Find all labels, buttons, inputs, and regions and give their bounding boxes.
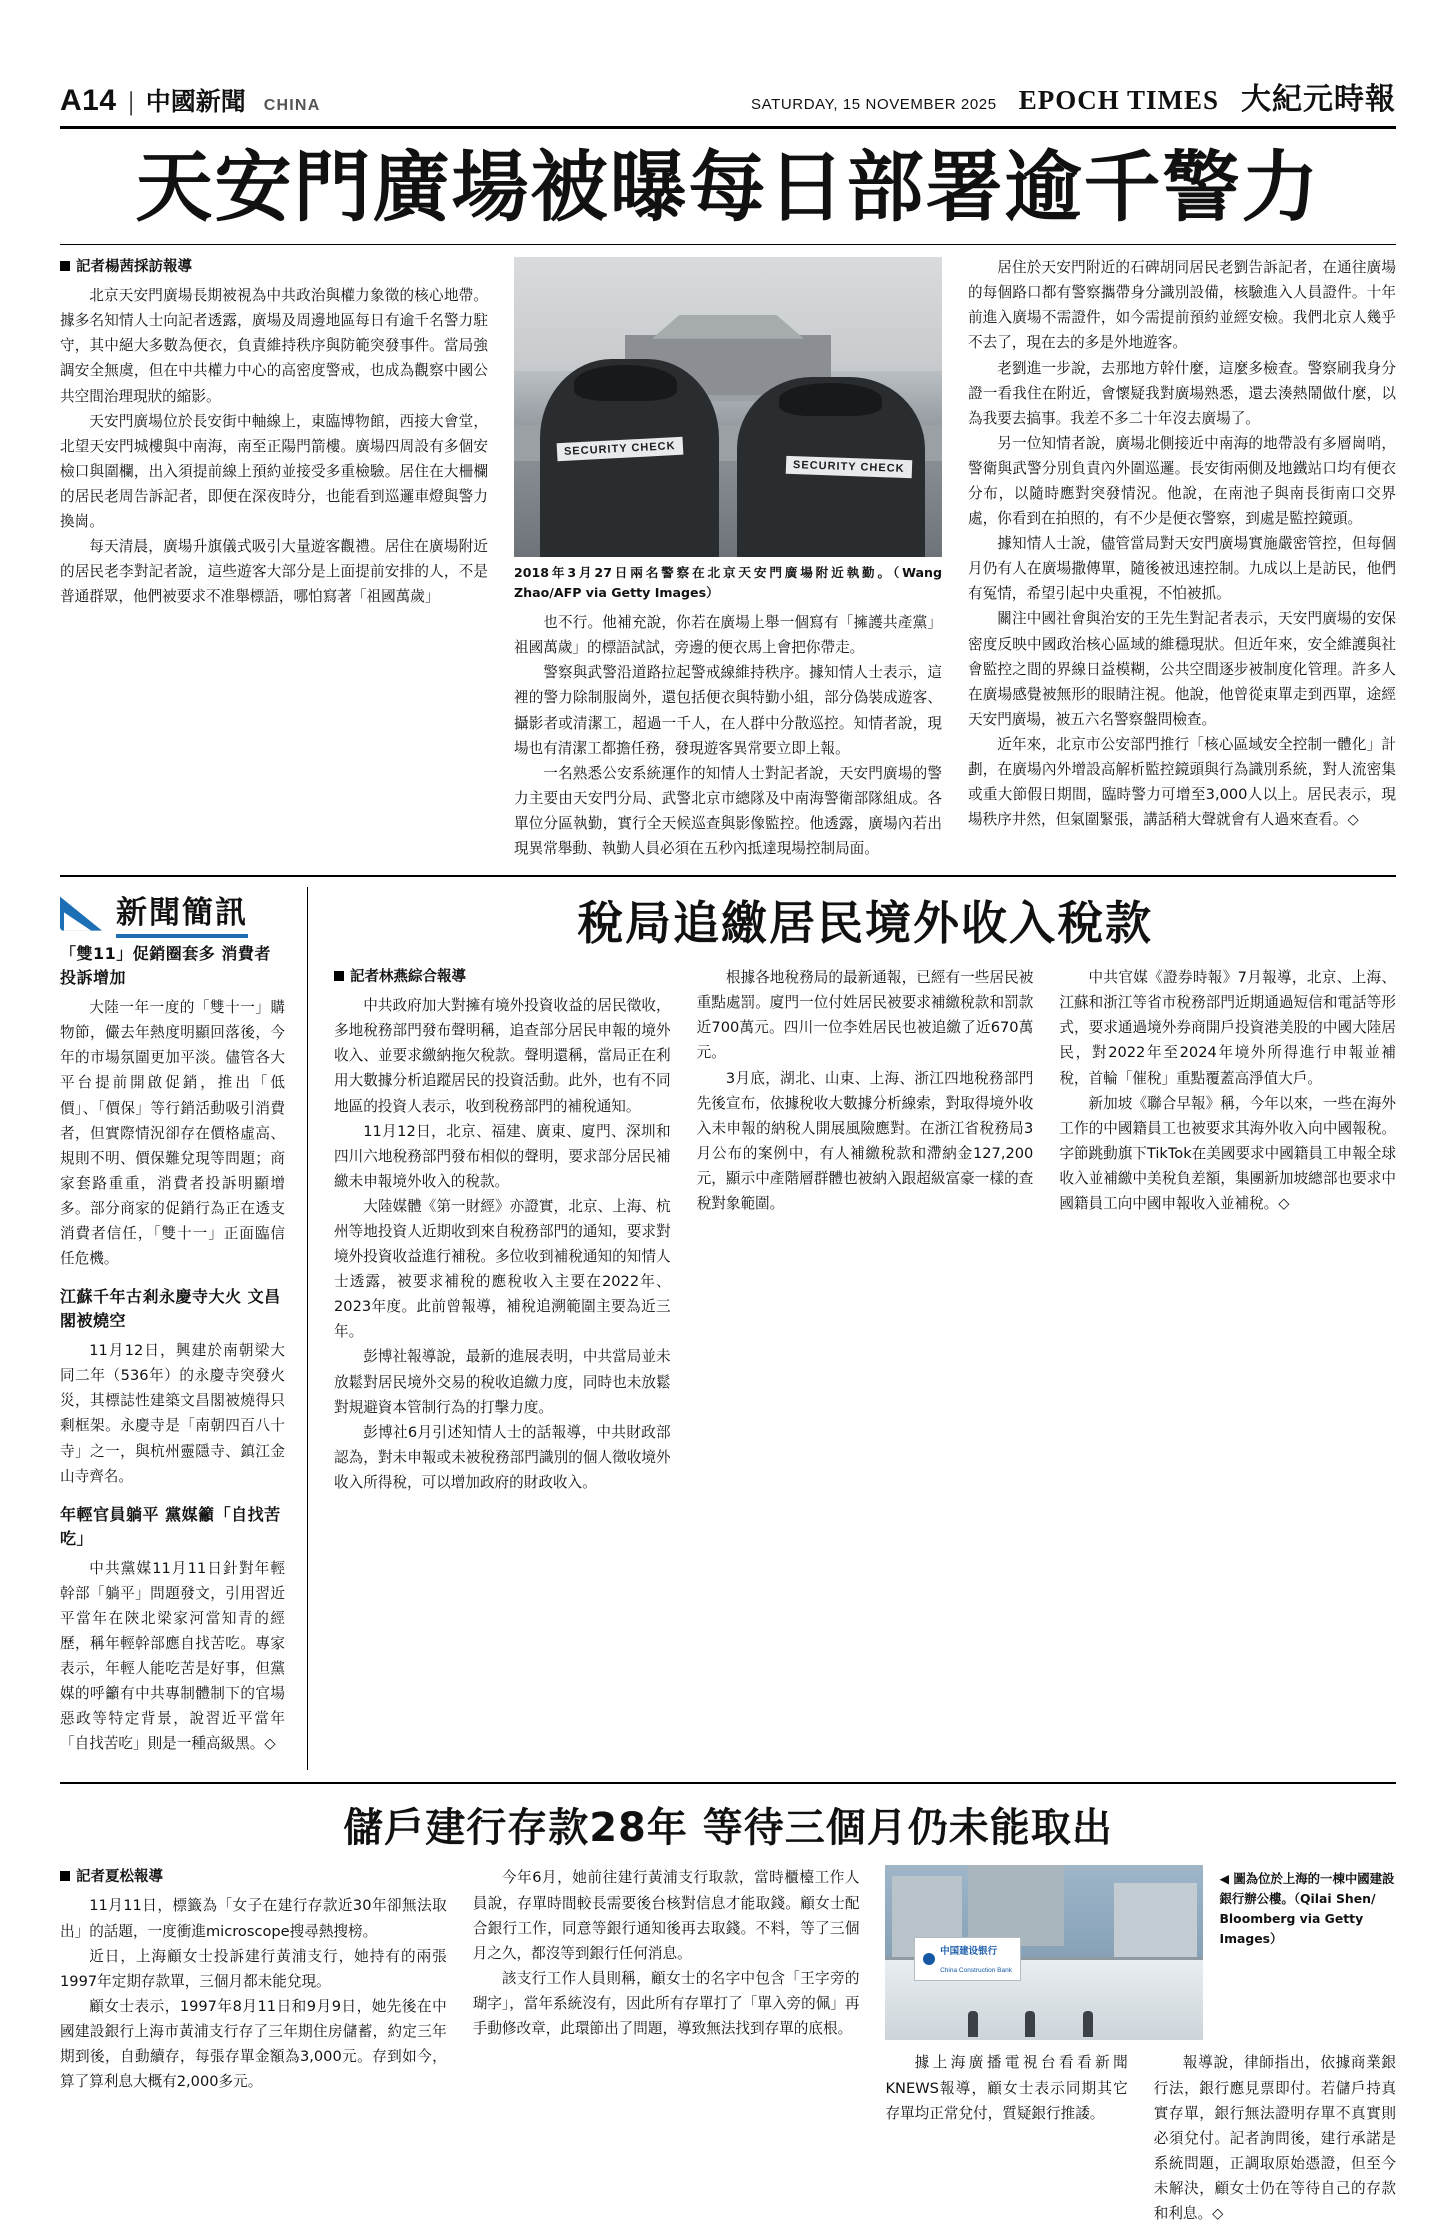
photo-officer-cap-right: [779, 383, 882, 416]
paragraph: 新加坡《聯合早報》稱，今年以來，一些在海外工作的中國籍員工也被要求其海外收入向中國報稅。字節跳動旗下TikTok在美國要求中國籍員工申報全球收入並補繳中美稅負差額，集團新加坡總部也要求中國籍員工向中國申報收入並補稅。◇: [1059, 1094, 1396, 1212]
news-briefs-title: 新聞簡訊: [116, 887, 248, 938]
bank-sign-cn: 中国建设银行: [940, 1945, 998, 1957]
article1-byline: [60, 255, 488, 276]
article1-figure: [514, 257, 942, 602]
paragraph: 報導說，律師指出，依據商業銀行法，銀行應見票即付。若儲戶持真實存單，銀行無法證明存單不真實則必須兌付。記者詢問後，建行承諾是系統問題，正調取原始憑證，但至今未解決，顧女士仍在等待自己的存款和利息。◇: [1153, 2054, 1396, 2223]
article2-column-3: [1059, 965, 1396, 1495]
paragraph: 11月12日，興建於南朝梁大同二年（536年）的永慶寺突發火災，其標誌性建築文昌閣被燒得只剩框架。永慶寺是「南朝四百八十寺」之一，與杭州靈隱寺、鎮江金山寺齊名。: [60, 1342, 285, 1485]
article3-byline: [60, 1865, 447, 1886]
article2-byline: [334, 965, 671, 986]
masthead-separator: |: [128, 87, 134, 116]
article3-column-3: [885, 1865, 1396, 2226]
article1: [60, 255, 1396, 861]
paragraph: 居住於天安門附近的石碑胡同居民老劉告訴記者，在通往廣場的每個路口都有警察攜帶身分識別設備，核驗進入人員證件。十年前進入廣場不需證件，如今需提前預約並經安檢。我們北京人幾乎不去了，現在去的多是外地遊客。: [968, 259, 1396, 352]
paragraph: 彭博社6月引述知情人士的話報導，中共財政部認為，對未申報或未被稅務部門識別的個人徵收境外收入所得稅，可以增加政府的財政收入。: [334, 1423, 671, 1491]
paragraph: 今年6月，她前往建行黃浦支行取款，當時櫃檯工作人員說，存單時間較長需要後台核對信息才能取錢。顧女士配合銀行工作，同意等銀行通知後再去取錢。不料，等了三個月之久，都沒等到銀行任何消息。: [472, 1869, 860, 1962]
photo-tiananmen-police: [514, 257, 942, 557]
paragraph: 顧女士表示，1997年8月11日和9月9日，她先後在中國建設銀行上海市黃浦支行存了三年期住房儲蓄，約定三年期到後，自動續存，每張存單金額為3,000元。存到如今，算了算利息大概有2,000多元。: [60, 1997, 447, 2091]
publication-date: SATURDAY, 15 NOVEMBER 2025: [751, 96, 997, 113]
paragraph: 該支行工作人員則稱，顧女士的名字中包含「王字旁的瑚字」，當年系統沒有，因此所有存單打了「單入旁的佩」再手動修改章，此環節出了問題，導致無法找到存單的底根。: [472, 1969, 860, 2038]
brief-title: 「雙11」促銷圈套多 消費者投訴增加: [60, 944, 271, 988]
paragraph: 天安門廣場位於長安街中軸線上，東臨博物館，西接大會堂，北望天安門城樓與中南海，南至正陽門箭樓。廣場四周設有多個安檢口與圍欄，出入須提前線上預約並接受多重檢驗。居住在大柵欄的居民老周告訴記者，即便在深夜時分，也能看到巡邏車燈與警力換崗。: [60, 412, 488, 530]
masthead-right: [751, 74, 1396, 118]
bullet-square-icon: [334, 971, 344, 981]
byline-text: 記者林燕綜合報導: [350, 969, 466, 986]
brand-name-cn: 大紀元時報: [1241, 82, 1396, 117]
article1-column-1: [60, 255, 488, 861]
paragraph: 也不行。他補充說，你若在廣場上舉一個寫有「擁護共產黨」祖國萬歲」的標語試試，旁邊的便衣馬上會把你帶走。: [514, 614, 942, 657]
brief-item: [60, 1503, 285, 1757]
photo-officer-cap-left: [574, 365, 677, 401]
article1-column-3: [968, 255, 1396, 861]
article1-column-2: [514, 255, 942, 861]
brief-item: [60, 1285, 285, 1489]
byline-text: 記者夏松報導: [76, 1869, 163, 1886]
section-title-cn: 中國新聞: [145, 87, 246, 116]
article3: [60, 1782, 1396, 2226]
masthead: [60, 74, 1396, 129]
paragraph: 11月11日，標籤為「女子在建行存款近30年卻無法取出」的話題，一度衝進microscope搜尋熱搜榜。: [60, 1897, 447, 1940]
article3-photo-caption: ◀ 圖為位於上海的一棟中國建設銀行辦公樓。（Qilai Shen/ Bloomberg via Getty Images）: [1219, 1871, 1395, 1946]
paragraph: 近年來，北京市公安部門推行「核心區域安全控制一體化」計劃，在廣場內外增設高解析監控鏡頭與行為識別系統，對人流密集或重大節假日期間，臨時警力可增至3,000人以上。居民表示，現場秩序井然，但氣圍緊張，講話稍大聲就會有人過來查看。◇: [968, 735, 1396, 829]
article3-headline: 儲戶建行存款28年 等待三個月仍未能取出: [343, 1805, 1113, 1852]
photo-pedestrian: [968, 2011, 978, 2037]
security-check-badge-left: SECURITY CHECK: [556, 437, 682, 462]
security-check-badge-right: SECURITY CHECK: [786, 456, 912, 478]
article3-column-2: [473, 1865, 860, 2226]
paragraph: 3月底，湖北、山東、上海、浙江四地稅務部門先後宣布，依據稅收大數據分析線索，對取得境外收入未申報的納稅人開展風險應對。在浙江省稅務局3月公布的案例中，有人補繳稅款和滯納金127,200元，顯示中產階層群體也被納入跟超級富豪一樣的查稅對象範圍。: [696, 1069, 1034, 1212]
paragraph: 近日，上海顧女士投訴建行黃浦支行，她持有的兩張1997年定期存款單，三個月都未能兌現。: [60, 1947, 447, 1990]
brief-item: [60, 942, 285, 1271]
news-briefs-header: [60, 887, 285, 942]
paragraph: 大陸一年一度的「雙十一」購物節，儼去年熱度明顯回落後，今年的市場氛圍更加平淡。儘管各大平台提前開啟促銷，推出「低價」、「價保」等行銷活動吸引消費者，但實際情況卻存在價格虛高、規則不明、價保難兌現等問題；商家套路重重，消費者投訴明顯增多。部分商家的促銷行為正在透支消費者信任，「雙十一」正面臨信任危機。: [60, 999, 285, 1268]
article2-headline: 稅局追繳居民境外收入稅款: [577, 896, 1153, 951]
article3-column-1: [60, 1865, 447, 2226]
ccb-logo-icon: [923, 1953, 935, 1965]
paragraph: 中共政府加大對擁有境外投資收益的居民徵收，多地稅務部門發布聲明稱，追查部分居民申報的境外收入、並要求繳納拖欠稅款。聲明還稱，當局正在利用大數據分析追蹤居民的投資活動。此外，也有不同地區的投資人表示，收到稅務部門的補稅通知。: [334, 997, 671, 1115]
byline-text: 記者楊茜採訪報導: [76, 259, 192, 276]
paragraph: 每天清晨，廣場升旗儀式吸引大量遊客觀禮。居住在廣場附近的居民老李對記者說，這些遊客大部分是上面提前安排的人，不是普通群眾，他們被要求不准舉標語，哪怕寫著「祖國萬歲」: [60, 538, 488, 606]
bank-sign-en: China Construction Bank: [940, 1966, 1012, 1974]
article2: [334, 887, 1396, 1770]
photo-ccb-office-building: [885, 1865, 1203, 2040]
article3-tail-columns: [885, 2050, 1396, 2226]
article1-headline: 天安門廣場被曝每日部署逾千警力: [135, 144, 1321, 233]
paragraph: 據上海廣播電視台看看新聞KNEWS報導，顧女士表示同期其它存單均正常兌付，質疑銀行推諉。: [885, 2054, 1128, 2122]
article3-figure-row: [885, 1865, 1396, 2040]
fan-logo-icon: [60, 893, 106, 933]
photo-building-center: [968, 1865, 1063, 1946]
page-number: A14: [60, 84, 117, 117]
paragraph: 老劉進一步說，去那地方幹什麼，這麼多檢查。警察刷我身分證一看我住在附近，會懷疑我對廣場熟悉，還去湊熱鬧做什麼，以為我要去搞事。我差不多二十年沒去廣場了。: [968, 359, 1396, 427]
paragraph: 一名熟悉公安系統運作的知情人士對記者說，天安門廣場的警力主要由天安門分局、武警北京市總隊及中南海警衛部隊組成。各單位分區執勤，實行全天候巡查與影像監控。他透露，廣場內若出現異常舉動、執勤人員必須在五秒內抵達現場控制局面。: [514, 764, 942, 858]
paragraph: 根據各地稅務局的最新通報，已經有一些居民被重點處罰。廈門一位付姓居民被要求補繳稅款和罰款近700萬元。四川一位李姓居民也被追繳了近670萬元。: [696, 969, 1034, 1062]
paragraph: 中共官媒《證券時報》7月報導，北京、上海、江蘇和浙江等省市稅務部門近期通過短信和電話等形式，要求通過境外券商開戶投資港美股的中國大陸居民，對2022年至2024年境外所得進行申報並補稅，首輪「催稅」重點覆蓋高淨值大戶。: [1059, 969, 1396, 1087]
paragraph: 大陸媒體《第一財經》亦證實，北京、上海、杭州等地投資人近期收到來自稅務部門的通知，要求對境外投資收益進行補稅。多位收到補稅通知的知情人士透露，被要求補稅的應稅收入主要在2022年、2023年度。此前曾報導，補稅追溯範圍主要為近三年。: [334, 1197, 671, 1341]
article3-photo-caption-wrapper: [1219, 1865, 1396, 2040]
brief-title: 年輕官員躺平 黨媒籲「自找苦吃」: [60, 1504, 281, 1548]
paragraph: 警察與武警沿道路拉起警戒線維持秩序。據知情人士表示，這裡的警力除制服崗外，還包括便衣與特勤小組，部分偽裝成遊客、攝影者或清潔工，超過一千人，在人群中分散巡控。知情者說，現場也有清潔工都擔任務，發現遊客異常要立即上報。: [514, 664, 942, 757]
news-briefs-column: [60, 887, 308, 1770]
paragraph: 關注中國社會與治安的王先生對記者表示，天安門廣場的安保密度反映中國政治核心區域的維穩現狀。但近年來，安全維護與社會監控之間的界線日益模糊，公共空間逐步被制度化管理。許多人在廣場感覺被無形的眼睛注視。他說，他曾從東單走到西單，途經天安門廣場，被五六名警察盤問檢查。: [968, 610, 1396, 728]
paragraph: 據知情人士說，儘管當局對天安門廣場實施嚴密管控，但每個月仍有人在廣場撒傳單，隨後被迅速控制。九成以上是訪民，他們有冤情，希望引起中央重視，不怕被抓。: [968, 535, 1396, 603]
photo-pedestrian: [1025, 2011, 1035, 2037]
paragraph: 中共黨媒11月11日針對年輕幹部「躺平」問題發文，引用習近平當年在陝北梁家河當知青的經歷，稱年輕幹部應自找苦吃。專家表示，年輕人能吃苦是好事，但黨媒的呼籲有中共專制體制下的官場惡政等特定背景，說習近平當年「自找苦吃」則是一種高級黑。◇: [60, 1559, 285, 1753]
brief-title: 江蘇千年古剎永慶寺大火 文昌閣被燒空: [60, 1287, 281, 1331]
paragraph: 彭博社報導說，最新的進展表明，中共當局並未放鬆對居民境外交易的稅收追繳力度，同時也未放鬆對規避資本管制行為的打擊力度。: [334, 1348, 671, 1416]
article2-column-2: [697, 965, 1034, 1495]
masthead-left: [60, 82, 320, 118]
section-title-en: CHINA: [263, 97, 321, 114]
band-briefs-and-article2: [60, 875, 1396, 1770]
bank-sign: [914, 1937, 1021, 1981]
divider-rule: [60, 244, 1396, 245]
paragraph: 另一位知情者說，廣場北側接近中南海的地帶設有多層崗哨，警衛與武警分別負責內外圍巡邏。長安街兩側及地鐵站口均有便衣分布，以隨時應對突發情況。他說，在南池子與南長街南口交界處，你看到在拍照的，有不少是便衣警察，到處是監控鏡頭。: [968, 434, 1396, 528]
brand-name-en: EPOCH TIMES: [1018, 85, 1219, 115]
paragraph: 北京天安門廣場長期被視為中共政治與權力象徵的核心地帶。據多名知情人士向記者透露，廣場及周邊地區每日有逾千名警力駐守，其中絕大多數為便衣，負責維持秩序與防範突發事件。當局強調安全無虞，但在中共權力中心的高密度警戒，也成為觀察中國公共空間治理現狀的縮影。: [60, 287, 488, 405]
article1-photo-caption: 2018年3月27日兩名警察在北京天安門廣場附近執勤。（Wang Zhao/AFP via Getty Images）: [514, 565, 942, 600]
article2-column-1: [334, 965, 671, 1495]
bullet-square-icon: [60, 1871, 70, 1881]
bullet-square-icon: [60, 261, 70, 271]
photo-pedestrian: [1083, 2011, 1093, 2037]
paragraph: 11月12日，北京、福建、廣東、廈門、深圳和四川六地稅務部門發布相似的聲明，要求部分居民補繳未申報境外收入的稅款。: [334, 1122, 671, 1190]
article3-photo-wrapper: [885, 1865, 1203, 2040]
